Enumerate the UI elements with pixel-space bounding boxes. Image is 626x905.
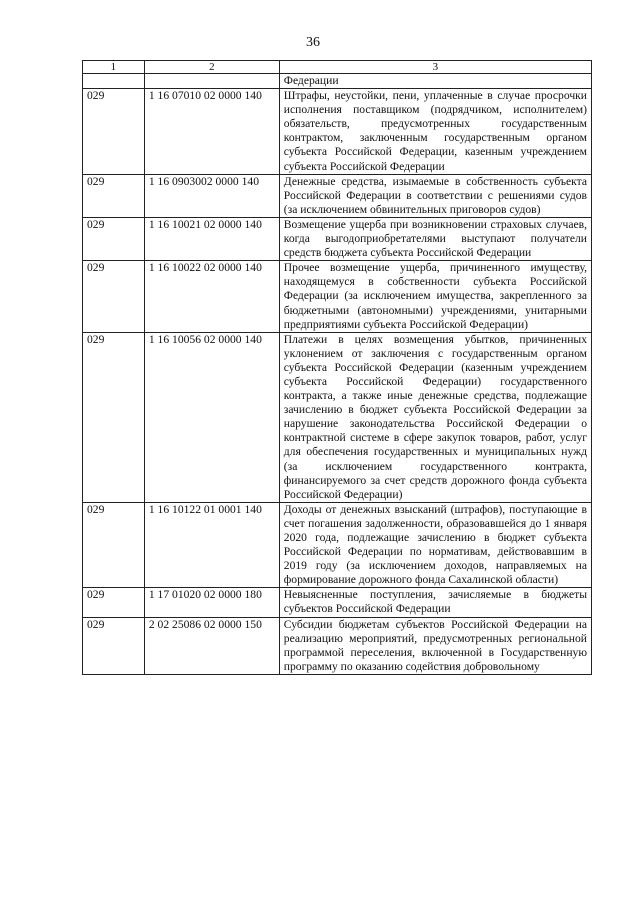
table-row (83, 617, 592, 674)
page-number: 36 (306, 35, 320, 50)
table-row (83, 89, 592, 175)
kbk-code-cell: 1 16 10021 02 0000 140 (144, 217, 279, 260)
revenue-name-cell: Платежи в целях возмещения убытков, причиненных уклонением от заключения с государственным органом субъекта Российской Федерации (казенным учреждением субъекта Российской Федерации) государственного контракта, а также иные денежные средства, подлежащие зачислению в бюджет субъекта Российской Федерации за нарушение законодательства Российской Федерации о контрактной системе в сфере закупок товаров, работ, услуг для обеспечения государственных и муниципальных нужд (за исключением государственного контракта, финансируемого за счет средств дорожного фонда субъекта Российской Федерации) (279, 332, 591, 502)
kbk-code-cell: 2 02 25086 02 0000 150 (144, 617, 279, 674)
kbk-code-cell: 1 16 07010 02 0000 140 (144, 89, 279, 175)
table-row (83, 174, 592, 217)
admin-code-cell: 029 (83, 89, 145, 175)
admin-code-cell (83, 74, 145, 89)
revenue-name-cell: Прочее возмещение ущерба, причиненного имуществу, находящемуся в собственности субъекта Российской Федерации (за исключением имущества, закрепленного за бюджетными (автономными) учреждениями, унитарными предприятиями субъекта Российской Федерации) (279, 261, 591, 332)
table-row (83, 502, 592, 588)
revenue-name-cell: Невыясненные поступления, зачисляемые в бюджеты субъектов Российской Федерации (279, 588, 591, 617)
kbk-code-cell: 1 16 10056 02 0000 140 (144, 332, 279, 502)
admin-code-cell: 029 (83, 332, 145, 502)
admin-code-cell: 029 (83, 217, 145, 260)
revenue-name-cell: Возмещение ущерба при возникновении страховых случаев, когда выгодоприобретателями выступают получатели средств бюджета субъекта Российской Федерации (279, 217, 591, 260)
table-row (83, 332, 592, 502)
kbk-code-cell: 1 16 10022 02 0000 140 (144, 261, 279, 332)
table-row (83, 261, 592, 332)
revenue-name-cell: Денежные средства, изымаемые в собственность субъекта Российской Федерации в соответствии с решениями судов (за исключением обвинительных приговоров судов) (279, 174, 591, 217)
revenue-name-cell: Федерации (279, 74, 591, 89)
kbk-code-cell: 1 16 10122 01 0001 140 (144, 502, 279, 588)
column-header-name: 3 (279, 61, 591, 74)
table-row (83, 74, 592, 89)
kbk-code-cell: 1 16 0903002 0000 140 (144, 174, 279, 217)
admin-code-cell: 029 (83, 261, 145, 332)
table-header-row (83, 61, 592, 74)
revenue-name-cell: Доходы от денежных взысканий (штрафов), поступающие в счет погашения задолженности, образовавшейся до 1 января 2020 года, подлежащие зачислению в бюджет субъекта Российской Федерации по нормативам, действовавшим в 2019 году (за исключением доходов, направляемых на формирование дорожного фонда Сахалинской области) (279, 502, 591, 588)
column-header-kbk: 2 (144, 61, 279, 74)
revenue-name-cell: Штрафы, неустойки, пени, уплаченные в случае просрочки исполнения поставщиком (подрядчиком, исполнителем) обязательств, предусмотренных государственным контрактом, заключенным государственным органом субъекта Российской Федерации, казенным учреждением субъекта Российской Федерации (279, 89, 591, 175)
kbk-code-cell: 1 17 01020 02 0000 180 (144, 588, 279, 617)
admin-code-cell: 029 (83, 174, 145, 217)
admin-code-cell: 029 (83, 617, 145, 674)
revenue-codes-table (82, 60, 592, 675)
kbk-code-cell (144, 74, 279, 89)
column-header-admin: 1 (83, 61, 145, 74)
table-row (83, 588, 592, 617)
admin-code-cell: 029 (83, 588, 145, 617)
revenue-name-cell: Субсидии бюджетам субъектов Российской Федерации на реализацию мероприятий, предусмотренных региональной программой переселения, включенной в Государственную программу по оказанию содействия добровольному (279, 617, 591, 674)
table-row (83, 217, 592, 260)
admin-code-cell: 029 (83, 502, 145, 588)
